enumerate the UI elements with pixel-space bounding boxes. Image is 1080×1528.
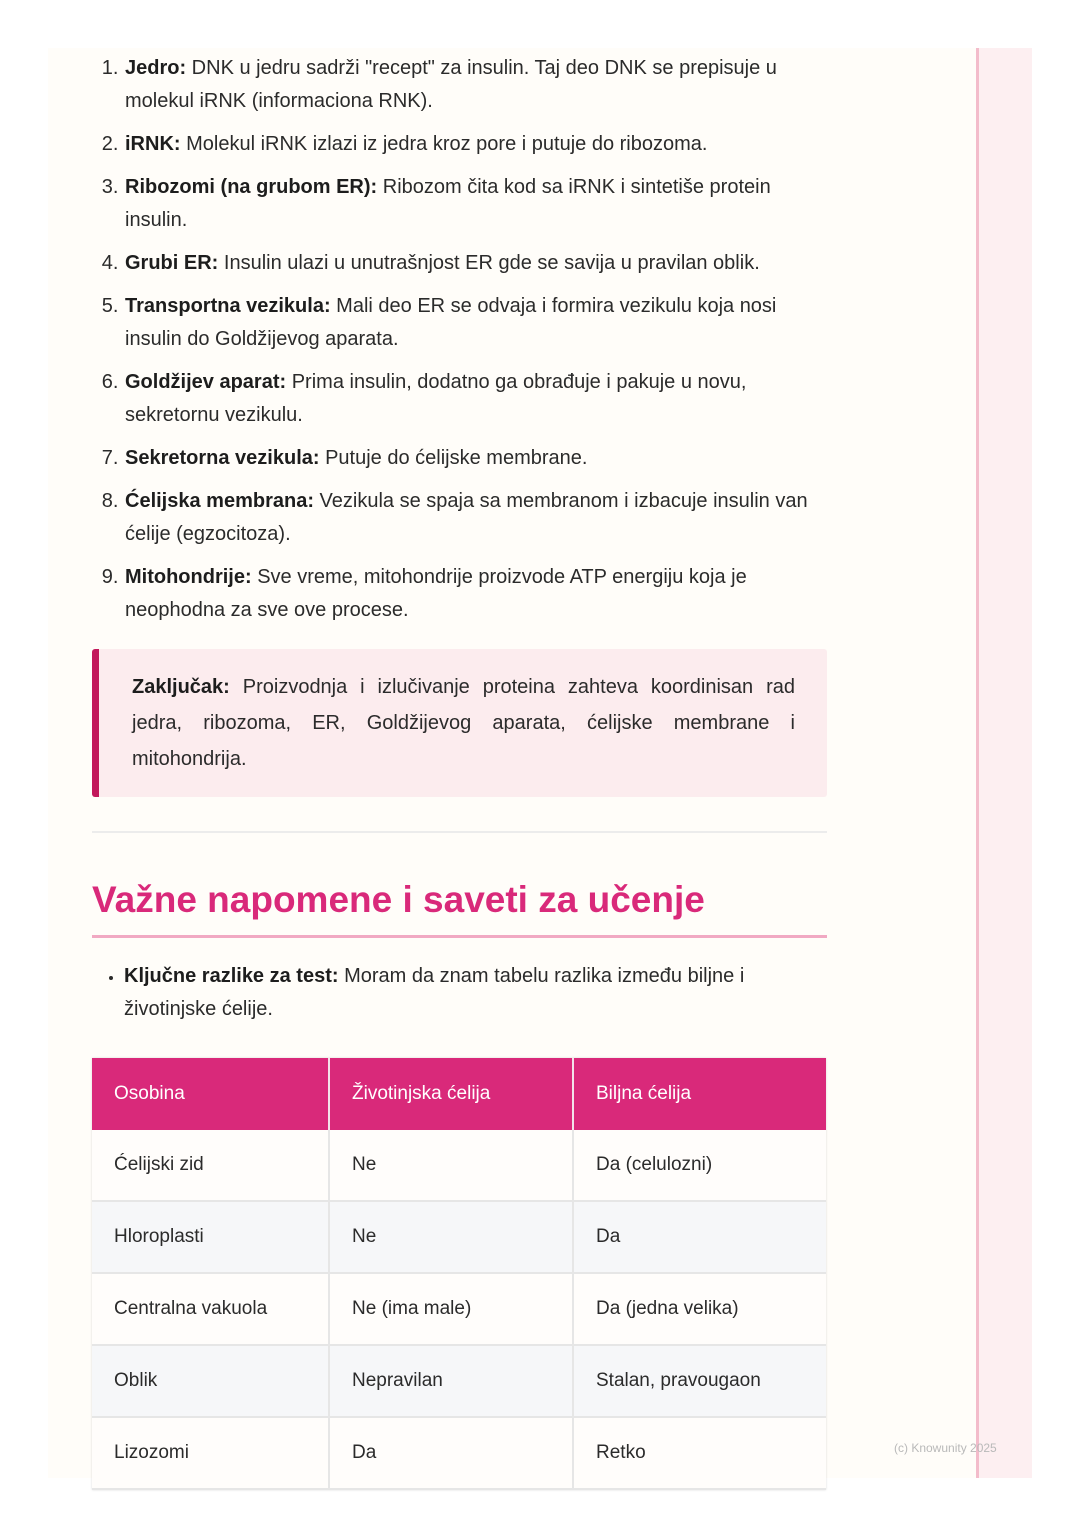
step-item — [124, 52, 827, 118]
table-cell: Ne — [329, 1201, 573, 1273]
step-item — [124, 128, 827, 161]
protein-synthesis-steps — [92, 52, 827, 627]
step-term: Grubi ER: — [125, 252, 219, 274]
column-header: Biljna ćelija — [573, 1058, 826, 1130]
step-term: Goldžijev aparat: — [125, 371, 287, 393]
step-term: Jedro: — [125, 57, 187, 79]
section-title-underline — [92, 935, 827, 938]
column-header: Osobina — [92, 1058, 329, 1130]
table-cell: Ćelijski zid — [92, 1130, 329, 1201]
step-text: DNK u jedru sadrži "recept" za insulin. Taj deo DNK se prepisuje u molekul iRNK (informaciona RNK). — [125, 57, 777, 112]
table-cell: Da — [573, 1201, 826, 1273]
table-row — [92, 1130, 826, 1201]
table-cell: Retko — [573, 1417, 826, 1489]
table-row — [92, 1417, 826, 1489]
section-divider — [92, 831, 827, 833]
step-term: Ćelijska membrana: — [125, 490, 314, 512]
step-text: Putuje do ćelijske membrane. — [319, 447, 588, 469]
table-cell: Stalan, pravougaon — [573, 1345, 826, 1417]
study-notes-list — [92, 960, 827, 1026]
page-margin-band — [976, 48, 1032, 1478]
callout-term: Zaključak: — [132, 676, 230, 698]
step-text: Vezikula se spaja sa membranom i izbacuje insulin van ćelije (egzocitoza). — [125, 490, 808, 545]
table-cell: Da (celulozni) — [573, 1130, 826, 1201]
note-text: Moram da znam tabelu razlika između biljne i životinjske ćelije. — [124, 965, 745, 1020]
table-cell: Centralna vakuola — [92, 1273, 329, 1345]
table-row — [92, 1201, 826, 1273]
cell-comparison-table — [92, 1058, 826, 1490]
step-item — [124, 247, 827, 280]
step-item — [124, 561, 827, 627]
section-title: Važne napomene i saveti za učenje — [92, 879, 705, 920]
step-term: Ribozomi (na grubom ER): — [125, 176, 378, 198]
step-item — [124, 366, 827, 432]
table-cell: Nepravilan — [329, 1345, 573, 1417]
table-cell: Oblik — [92, 1345, 329, 1417]
step-text: Prima insulin, dodatno ga obrađuje i pakuje u novu, sekretornu vezikulu. — [125, 371, 747, 426]
table-cell: Hloroplasti — [92, 1201, 329, 1273]
note-term: Ključne razlike za test: — [124, 965, 339, 987]
step-text: Ribozom čita kod sa iRNK i sintetiše protein insulin. — [125, 176, 771, 231]
step-text: Sve vreme, mitohondrije proizvode ATP energiju koja je neophodna za sve ove procese. — [125, 566, 747, 621]
step-item — [124, 485, 827, 551]
table-header-row — [92, 1058, 826, 1130]
step-item — [124, 171, 827, 237]
step-term: iRNK: — [125, 133, 181, 155]
note-item — [124, 960, 827, 1026]
step-text: Molekul iRNK izlazi iz jedra kroz pore i putuje do ribozoma. — [180, 133, 708, 155]
table-cell: Lizozomi — [92, 1417, 329, 1489]
step-item — [124, 442, 827, 475]
step-text: Insulin ulazi u unutrašnjost ER gde se savija u pravilan oblik. — [218, 252, 760, 274]
step-term: Sekretorna vezikula: — [125, 447, 320, 469]
column-header: Životinjska ćelija — [329, 1058, 573, 1130]
step-item — [124, 290, 827, 356]
document-content — [92, 52, 827, 1490]
conclusion-callout — [92, 649, 827, 797]
step-term: Transportna vezikula: — [125, 295, 331, 317]
table-cell: Da — [329, 1417, 573, 1489]
table-row — [92, 1273, 826, 1345]
callout-text: Proizvodnja i izlučivanje proteina zahteva koordinisan rad jedra, ribozoma, ER, Goldžijevog aparata, ćelijske membrane i mitohondrija. — [132, 676, 795, 770]
table-cell: Ne — [329, 1130, 573, 1201]
copyright-footer: (c) Knowunity 2025 — [894, 1441, 997, 1455]
table-cell: Da (jedna velika) — [573, 1273, 826, 1345]
table-row — [92, 1345, 826, 1417]
step-term: Mitohondrije: — [125, 566, 252, 588]
step-text: Mali deo ER se odvaja i formira vezikulu koja nosi insulin do Goldžijevog aparata. — [125, 295, 777, 350]
table-cell: Ne (ima male) — [329, 1273, 573, 1345]
page-margin-line — [976, 48, 979, 1478]
